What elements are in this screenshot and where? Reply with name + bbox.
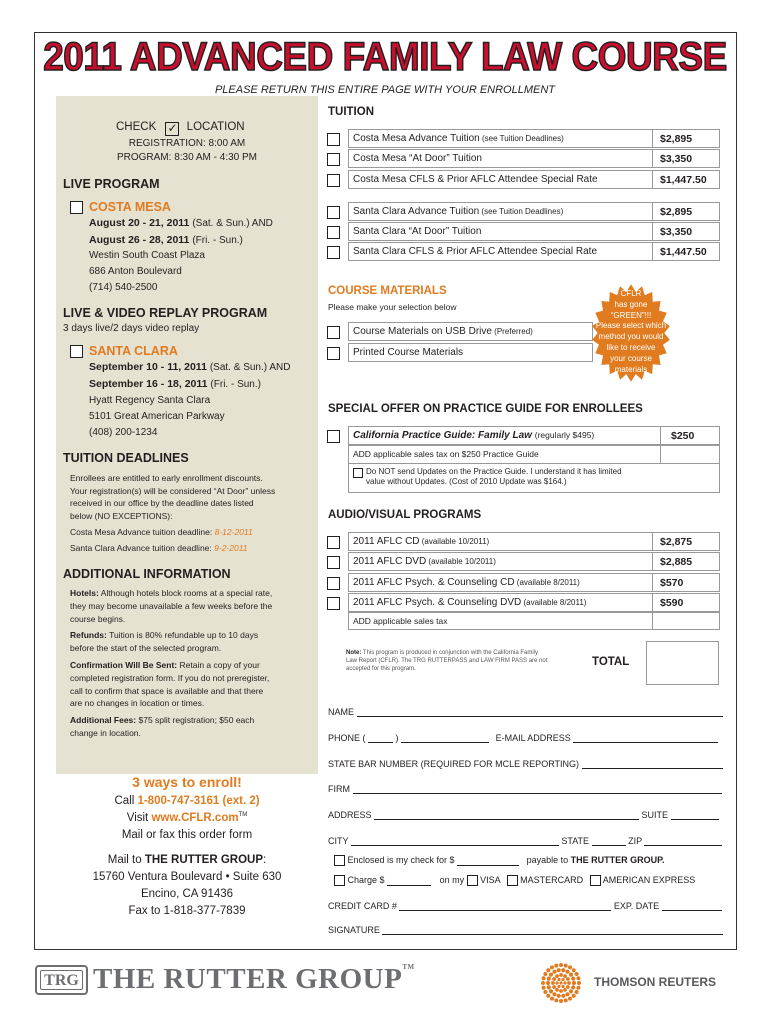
amex-checkbox[interactable] xyxy=(590,875,601,886)
fax-number: Fax to 1-818-377-7839 xyxy=(128,905,246,917)
av-row-1-checkbox[interactable] xyxy=(327,536,340,549)
credit-card-row: CREDIT CARD # EXP. DATE xyxy=(328,901,722,911)
live-program-heading: LIVE PROGRAM xyxy=(63,177,160,191)
av-row-3-label: 2011 AFLC Psych. & Counseling CD xyxy=(353,577,515,588)
materials-row-2 xyxy=(348,343,593,362)
phone-area-field[interactable] xyxy=(368,733,393,743)
tuition-row-2-label: Costa Mesa “At Door” Tuition xyxy=(353,153,482,164)
tuition-row-5-price: $3,350 xyxy=(660,226,693,238)
materials-row-2-label: Printed Course Materials xyxy=(353,347,464,358)
name-field[interactable] xyxy=(357,707,723,717)
tuition-row-5 xyxy=(348,222,720,241)
city-row: CITY STATE ZIP xyxy=(328,836,722,846)
tuition-row-1-checkbox[interactable] xyxy=(327,133,340,146)
tuition-row-1-note: (see Tuition Deadlines) xyxy=(479,134,564,143)
santa-clara-date-2: September 16 - 18, 2011 (Fri. - Sun.) xyxy=(89,378,261,390)
no-updates-checkbox[interactable] xyxy=(353,468,363,478)
tuition-row-4-label: Santa Clara Advance Tuition xyxy=(353,206,480,217)
tuition-row-3-price: $1,447.50 xyxy=(660,174,707,186)
costa-mesa-date-1: August 20 - 21, 2011 (Sat. & Sun.) AND xyxy=(89,217,273,229)
costa-mesa-deadline: Costa Mesa Advance tuition deadline: 8-12-2011 xyxy=(70,527,253,537)
av-row-2-price: $2,885 xyxy=(660,556,693,568)
materials-row-1 xyxy=(348,322,593,341)
starburst-text: CFLR has gone “GREEN”!!! Please select which method you would like to receive your course materials xyxy=(595,289,667,374)
state-bar-row: STATE BAR NUMBER (REQUIRED FOR MCLE REPORTING) xyxy=(328,759,723,769)
av-row-1-note: (available 10/2011) xyxy=(419,537,490,546)
av-row-4-label: 2011 AFLC Psych. & Counseling DVD xyxy=(353,597,522,608)
enroll-heading: 3 ways to enroll! xyxy=(132,774,242,790)
suite-field[interactable] xyxy=(671,810,719,820)
registration-time: REGISTRATION: 8:00 AM xyxy=(128,138,246,149)
tuition-row-4-price: $2,895 xyxy=(660,206,693,218)
no-updates-row: Do NOT send Updates on the Practice Guide. I understand it has limited value without Updates. (Cost of 2010 Update was $164.) xyxy=(348,463,720,493)
tuition-row-4-note: (see Tuition Deadlines) xyxy=(479,207,564,216)
tuition-row-1 xyxy=(348,129,720,148)
state-bar-field[interactable] xyxy=(582,759,723,769)
tuition-row-3 xyxy=(348,170,720,189)
santa-clara-venue: Hyatt Regency Santa Clara xyxy=(89,395,211,406)
rutter-group-logo: THE RUTTER GROUP™ xyxy=(93,963,415,995)
costa-mesa-date-2: August 26 - 28, 2011 (Fri. - Sun.) xyxy=(89,234,243,246)
tuition-row-5-label: Santa Clara “At Door” Tuition xyxy=(353,226,482,237)
av-row-3-note: (available 8/2011) xyxy=(514,578,580,587)
total-field[interactable] xyxy=(646,641,719,685)
check-payment-checkbox[interactable] xyxy=(334,855,345,866)
signature-field[interactable] xyxy=(382,925,723,935)
materials-row-1-label: Course Materials on USB Drive xyxy=(353,326,492,337)
av-row-2-label: 2011 AFLC DVD xyxy=(353,556,427,567)
tuition-row-5-checkbox[interactable] xyxy=(327,226,340,239)
city-field[interactable] xyxy=(351,836,559,846)
tuition-deadlines-heading: TUITION DEADLINES xyxy=(63,451,189,465)
additional-info-text: Hotels: Although hotels block rooms at a special rate, they may become unavailable a few weeks before the course begins. Refunds: Tuition is 80% refundable up to 10 days before the start of the selected program. Confirmation Will Be Sent: Retain a copy of your completed registration form. If you do not preregister, call to confirm that space is available and that there are no changes in location or times. Additional Fees: $75 split registration; $50 each change in location. xyxy=(70,588,273,738)
av-row-3-price: $570 xyxy=(660,577,684,589)
mail-to: Mail to THE RUTTER GROUP: xyxy=(107,854,267,866)
costa-mesa-checkbox[interactable] xyxy=(70,201,83,219)
tuition-row-6-price: $1,447.50 xyxy=(660,246,707,258)
additional-info-heading: ADDITIONAL INFORMATION xyxy=(63,567,231,581)
check-payment-row: Enclosed is my check for $ payable to THE RUTTER GROUP. xyxy=(334,855,665,866)
av-row-4-checkbox[interactable] xyxy=(327,597,340,610)
av-row-4-price: $590 xyxy=(660,597,684,609)
program-time: PROGRAM: 8:30 AM - 4:30 PM xyxy=(116,152,258,163)
checkmark-icon: ✓ xyxy=(167,121,178,135)
mastercard-checkbox[interactable] xyxy=(507,875,518,886)
av-row-2-checkbox[interactable] xyxy=(327,556,340,569)
santa-clara-date-1: September 10 - 11, 2011 (Sat. & Sun.) AND xyxy=(89,361,291,373)
av-row-4-note: (available 8/2011) xyxy=(521,598,587,607)
page-title: 2011 ADVANCED FAMILY LAW COURSE xyxy=(43,34,727,79)
materials-subheading: Please make your selection below xyxy=(328,302,457,312)
tuition-row-2-price: $3,350 xyxy=(660,153,693,165)
tuition-row-4 xyxy=(348,202,720,221)
location-label: LOCATION xyxy=(186,121,245,133)
check-amount-field[interactable] xyxy=(457,856,519,866)
costa-mesa-venue: Westin South Coast Plaza xyxy=(89,250,205,261)
materials-row-1-note: (Preferred) xyxy=(491,327,533,336)
address-row: ADDRESS SUITE xyxy=(328,810,719,820)
thomson-reuters-label: THOMSON REUTERS xyxy=(594,975,717,989)
av-row-2-note: (available 10/2011) xyxy=(426,557,496,566)
santa-clara-label: SANTA CLARA xyxy=(89,344,178,358)
enroll-call: Call 1-800-747-3161 (ext. 2) xyxy=(114,795,260,807)
enroll-mail: Mail or fax this order form xyxy=(121,829,253,841)
thomson-reuters-logo-icon xyxy=(538,960,584,1006)
costa-mesa-label: COSTA MESA xyxy=(89,200,171,214)
santa-clara-address: 5101 Great American Parkway xyxy=(89,411,225,422)
phone-field[interactable] xyxy=(401,733,489,743)
total-label: TOTAL xyxy=(592,656,630,668)
tuition-row-4-checkbox[interactable] xyxy=(327,206,340,219)
santa-clara-deadline: Santa Clara Advance tuition deadline: 9-2-2011 xyxy=(70,543,248,553)
practice-guide-tax: ADD applicable sales tax on $250 Practice Guide xyxy=(348,445,720,464)
tuition-row-1-label: Costa Mesa Advance Tuition xyxy=(353,133,480,144)
mail-address: 15760 Ventura Boulevard • Suite 630 xyxy=(92,871,282,883)
av-row-1-price: $2,875 xyxy=(660,536,693,548)
firm-field[interactable] xyxy=(353,784,722,794)
materials-row-1-checkbox[interactable] xyxy=(327,326,340,339)
tuition-row-6 xyxy=(348,242,720,261)
page-subtitle: PLEASE RETURN THIS ENTIRE PAGE WITH YOUR ENROLLMENT xyxy=(214,84,556,96)
check-location-header xyxy=(116,120,245,134)
offer-heading: SPECIAL OFFER ON PRACTICE GUIDE FOR ENROLLEES xyxy=(328,403,643,415)
av-row-3-checkbox[interactable] xyxy=(327,577,340,590)
zip-field[interactable] xyxy=(644,836,722,846)
charge-amount-field[interactable] xyxy=(387,876,431,886)
tuition-deadlines-text: Enrollees are entitled to early enrollment discounts. Your registration(s) will be considered “At Door” unless received in our office by the deadline dates listed below (NO EXCEPTIONS): xyxy=(70,473,276,521)
tuition-row-2 xyxy=(348,149,720,168)
enroll-phone-link[interactable]: 1-800-747-3161 (ext. 2) xyxy=(137,795,260,807)
av-row-2 xyxy=(348,552,720,571)
tuition-row-3-label: Costa Mesa CFLS & Prior AFLC Attendee Special Rate xyxy=(353,174,598,185)
charge-payment-checkbox[interactable] xyxy=(334,875,345,886)
trg-logo: TRG xyxy=(35,965,88,995)
replay-program-note: 3 days live/2 days video replay xyxy=(63,323,200,334)
enroll-web-link[interactable]: www.CFLR.com xyxy=(151,812,239,824)
materials-row-2-checkbox[interactable] xyxy=(327,347,340,360)
state-field[interactable] xyxy=(592,836,626,846)
santa-clara-phone: (408) 200-1234 xyxy=(89,427,158,438)
practice-guide-row: California Practice Guide: Family Law (regularly $495) $250 xyxy=(348,426,720,445)
exp-date-field[interactable] xyxy=(662,901,722,911)
costa-mesa-phone: (714) 540-2500 xyxy=(89,282,158,293)
mail-city: Encino, CA 91436 xyxy=(140,888,234,900)
tuition-row-6-checkbox[interactable] xyxy=(327,246,340,259)
firm-row: FIRM xyxy=(328,784,722,794)
tuition-row-3-checkbox[interactable] xyxy=(327,174,340,187)
tuition-row-1-price: $2,895 xyxy=(660,133,693,145)
materials-heading: COURSE MATERIALS xyxy=(328,285,447,297)
av-row-4 xyxy=(348,593,720,612)
email-field[interactable] xyxy=(573,733,718,743)
practice-guide-checkbox[interactable] xyxy=(327,430,340,443)
av-tax-row: ADD applicable sales tax xyxy=(348,612,720,630)
signature-row: SIGNATURE xyxy=(328,925,723,935)
tuition-heading: TUITION xyxy=(328,106,374,118)
costa-mesa-address: 686 Anton Boulevard xyxy=(89,266,182,277)
check-label: CHECK xyxy=(116,121,157,133)
visa-checkbox[interactable] xyxy=(467,875,478,886)
tuition-row-6-label: Santa Clara CFLS & Prior AFLC Attendee Special Rate xyxy=(353,246,598,257)
name-row: NAME xyxy=(328,707,723,717)
replay-program-heading: LIVE & VIDEO REPLAY PROGRAM xyxy=(63,306,268,320)
charge-payment-row: Charge $ on my VISA MASTERCARD AMERICAN EXPRESS xyxy=(334,875,695,886)
credit-card-field[interactable] xyxy=(399,901,611,911)
av-row-1-label: 2011 AFLC CD xyxy=(353,536,420,547)
address-field[interactable] xyxy=(374,810,639,820)
enroll-visit: Visit www.CFLR.com™ xyxy=(126,812,248,824)
cflr-note: Note: This program is produced in conjunction with the California Family Law Report (CFLR). The TRG RUTTERPASS and LAW FIRM PASS are not accepted for this program. xyxy=(346,650,548,672)
av-heading: AUDIO/VISUAL PROGRAMS xyxy=(328,509,482,521)
av-row-1 xyxy=(348,532,720,551)
santa-clara-checkbox[interactable] xyxy=(70,345,83,363)
av-row-3 xyxy=(348,573,720,592)
tuition-row-2-checkbox[interactable] xyxy=(327,153,340,166)
phone-row: PHONE ( ) E-MAIL ADDRESS xyxy=(328,733,718,743)
